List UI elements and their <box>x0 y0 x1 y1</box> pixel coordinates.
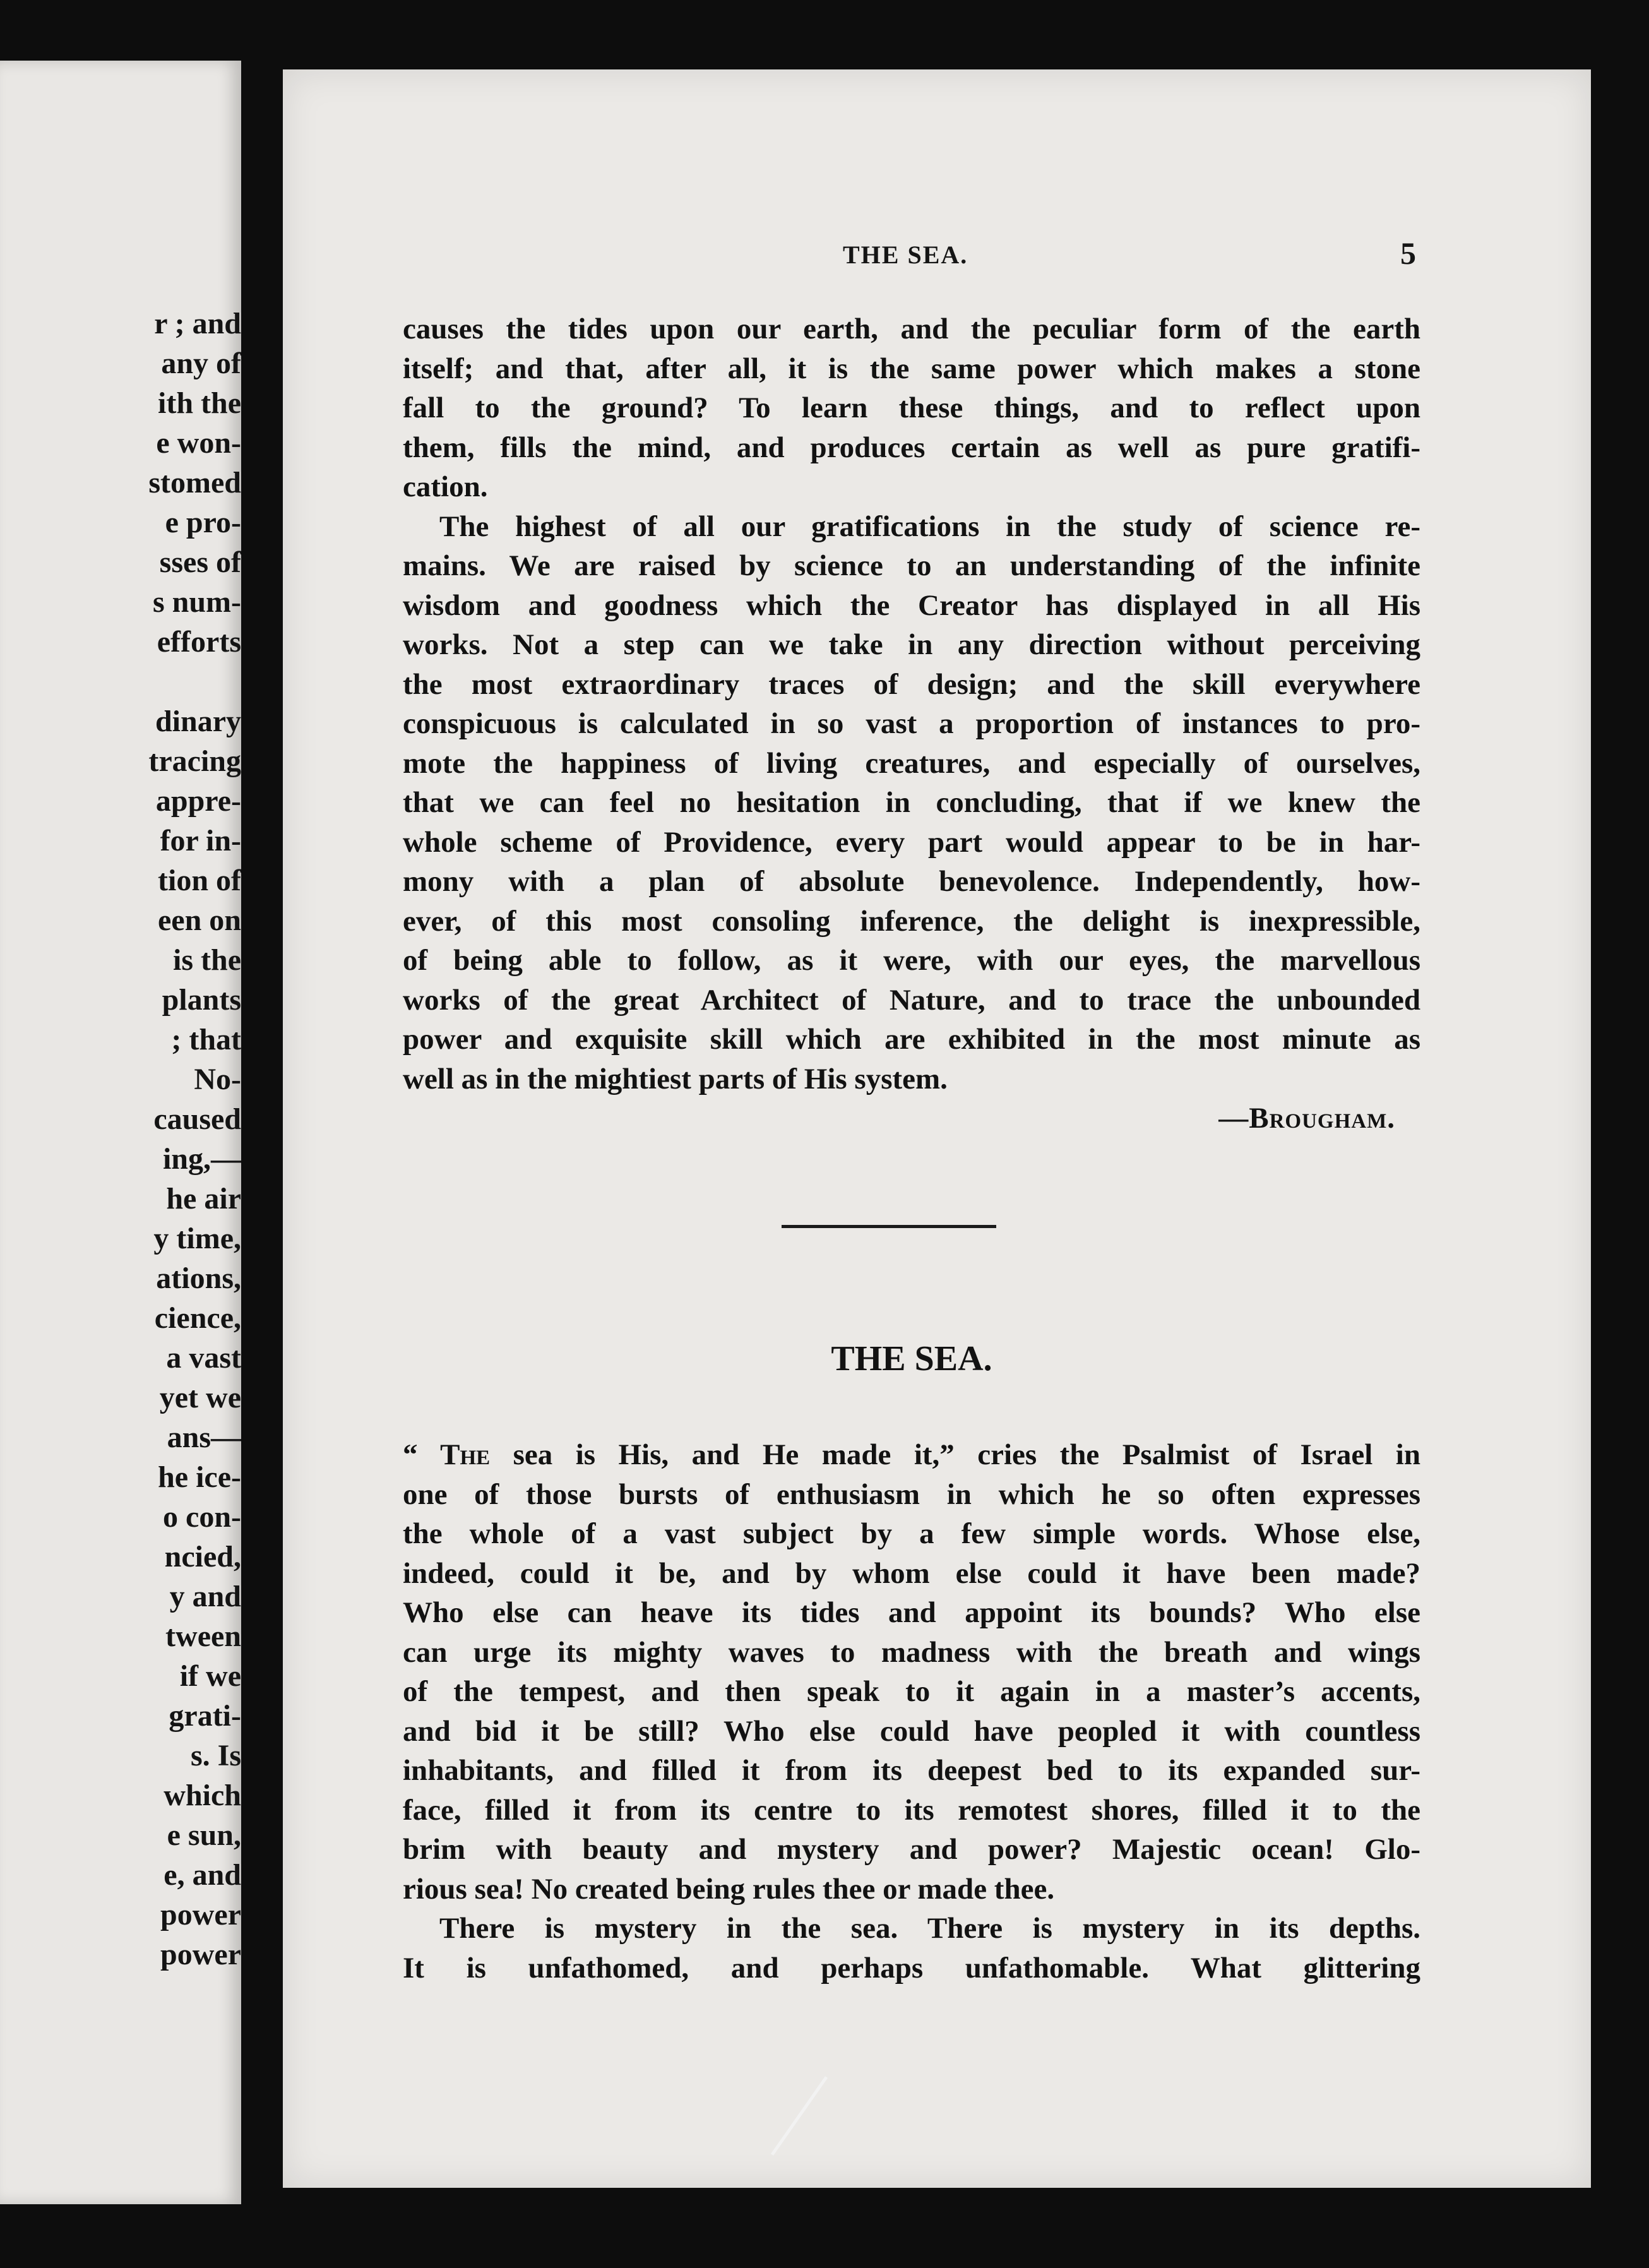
text-line: cation. <box>403 470 488 503</box>
facing-page-line: grati- <box>169 1699 241 1733</box>
section-divider <box>782 1225 996 1228</box>
facing-page-line: is the <box>173 943 241 977</box>
text-line: that we can feel no hesitation in concluding, that if we knew the <box>403 786 1420 819</box>
facing-page-line: ith the <box>158 386 241 420</box>
text-line: works. Not a step can we take in any direction without perceiving <box>403 628 1420 661</box>
facing-page-line: plants <box>162 983 241 1017</box>
facing-page-line: he air <box>166 1182 241 1215</box>
section-heading-text: THE SEA. <box>831 1339 992 1378</box>
text-line: indeed, could it be, and by whom else could it have been made? <box>403 1556 1420 1590</box>
text-line: them, fills the mind, and produces certain as well as pure gratifi- <box>403 431 1420 464</box>
facing-page-line: caused <box>153 1102 241 1136</box>
text-line: causes the tides upon our earth, and the peculiar form of the earth <box>403 313 1420 345</box>
running-head-title: THE SEA. <box>843 241 968 269</box>
text-line: the whole of a vast subject by a few simple words. Whose else, <box>403 1517 1420 1550</box>
text-line: mony with a plan of absolute benevolence. Independently, how- <box>403 865 1420 898</box>
page-number: 5 <box>1400 236 1416 271</box>
text-line: Who else can heave its tides and appoint its bounds? Who else <box>403 1596 1420 1629</box>
facing-page-line: ans— <box>167 1421 241 1454</box>
facing-page-line: appre- <box>155 784 241 818</box>
facing-page-text <box>8 304 241 1974</box>
line-rest: sea is His, and He made it,” cries the Psalmist of Israel in <box>490 1438 1420 1471</box>
facing-page-line: tion of <box>158 864 241 897</box>
text-line: and bid it be still? Who else could have peopled it with countless <box>403 1714 1420 1748</box>
text-line: one of those bursts of enthusiasm in which he so often expresses <box>403 1477 1420 1511</box>
text-line: well as in the mightiest parts of His system. <box>403 1062 948 1095</box>
text-line: It is unfathomed, and perhaps unfathomable. What glittering <box>403 1951 1420 1984</box>
text-line: itself; and that, after all, it is the same power which makes a stone <box>403 352 1420 385</box>
facing-page-line: een on <box>158 904 241 937</box>
facing-page-line: if we <box>179 1659 241 1693</box>
text-line <box>403 1435 1420 1475</box>
text-line: ever, of this most consoling inference, the delight is inexpressible, <box>403 904 1420 938</box>
text-line: rious sea! No created being rules thee or made thee. <box>403 1872 1055 1906</box>
text-line: the most extraordinary traces of design; and the skill everywhere <box>403 667 1420 701</box>
facing-page-line: a vast <box>166 1341 241 1375</box>
text-line: conspicuous is calculated in so vast a proportion of instances to pro- <box>403 707 1420 740</box>
facing-page-line: y and <box>169 1580 241 1613</box>
facing-page <box>0 61 241 2204</box>
facing-page-line: sses of <box>159 546 241 579</box>
opening-word: “ The <box>403 1438 491 1471</box>
text-line: wisdom and goodness which the Creator has displayed in all His <box>403 588 1420 622</box>
facing-page-line: e won- <box>156 426 241 460</box>
text-line: face, filled it from its centre to its remotest shores, filled it to the <box>403 1793 1420 1827</box>
facing-page-line <box>8 662 241 701</box>
facing-page-line: dinary <box>155 705 241 738</box>
facing-page-line: cience, <box>154 1301 241 1335</box>
brougham-passage <box>403 309 1420 1138</box>
text-line: The highest of all our gratifications in the study of science re- <box>439 510 1420 543</box>
facing-page-line: s. Is <box>190 1739 241 1772</box>
running-head <box>283 236 1591 284</box>
facing-page-line: ations, <box>156 1262 241 1295</box>
page <box>283 69 1591 2188</box>
facing-page-line: he ice- <box>158 1460 241 1494</box>
facing-page-line: s num- <box>152 585 241 619</box>
facing-page-line: for in- <box>160 824 241 857</box>
facing-page-line: No- <box>194 1063 241 1096</box>
text-line: mains. We are raised by science to an understanding of the infinite <box>403 549 1420 582</box>
facing-page-line: tracing <box>148 744 241 778</box>
facing-page-line: r ; and <box>154 307 241 340</box>
facing-page-line: tween <box>165 1620 241 1653</box>
facing-page-line: which <box>164 1779 241 1812</box>
sea-passage <box>403 1435 1420 1988</box>
facing-page-line: efforts <box>157 625 241 659</box>
section-heading <box>283 1339 1591 1379</box>
facing-page-line: ncied, <box>164 1540 241 1573</box>
facing-page-line: e sun, <box>167 1818 241 1852</box>
pen-stroke-mark <box>771 2076 828 2156</box>
text-line: mote the happiness of living creatures, and especially of ourselves, <box>403 746 1420 780</box>
facing-page-line: stomed <box>148 466 241 499</box>
facing-page-line: y time, <box>153 1222 241 1255</box>
facing-page-line: yet we <box>159 1381 241 1414</box>
text-line: of being able to follow, as it were, with our eyes, the marvellous <box>403 944 1420 977</box>
text-line: whole scheme of Providence, every part would appear to be in har- <box>403 825 1420 859</box>
facing-page-line: o con- <box>163 1500 241 1534</box>
facing-page-line: power <box>160 1938 241 1971</box>
facing-page-line: e, and <box>164 1858 241 1892</box>
text-line: power and exquisite skill which are exhibited in the most minute as <box>403 1023 1420 1056</box>
text-line: There is mystery in the sea. There is mystery in its depths. <box>439 1912 1420 1945</box>
text-line: fall to the ground? To learn these things, and to reflect upon <box>403 391 1420 424</box>
text-line: brim with beauty and mystery and power? Majestic ocean! Glo- <box>403 1833 1420 1866</box>
text-line: can urge its mighty waves to madness with the breath and wings <box>403 1635 1420 1669</box>
facing-page-line: any of <box>161 347 241 380</box>
facing-page-line: e pro- <box>165 506 241 539</box>
text-line: works of the great Architect of Nature, and to trace the unbounded <box>403 983 1420 1017</box>
facing-page-line: ing,— <box>162 1142 241 1176</box>
text-line: inhabitants, and filled it from its deepest bed to its expanded sur- <box>403 1754 1420 1787</box>
text-line: of the tempest, and then speak to it again in a master’s accents, <box>403 1675 1420 1708</box>
signature: —Brougham. <box>1218 1102 1395 1135</box>
facing-page-line: ; that <box>171 1023 241 1056</box>
facing-page-line: power <box>160 1898 241 1931</box>
